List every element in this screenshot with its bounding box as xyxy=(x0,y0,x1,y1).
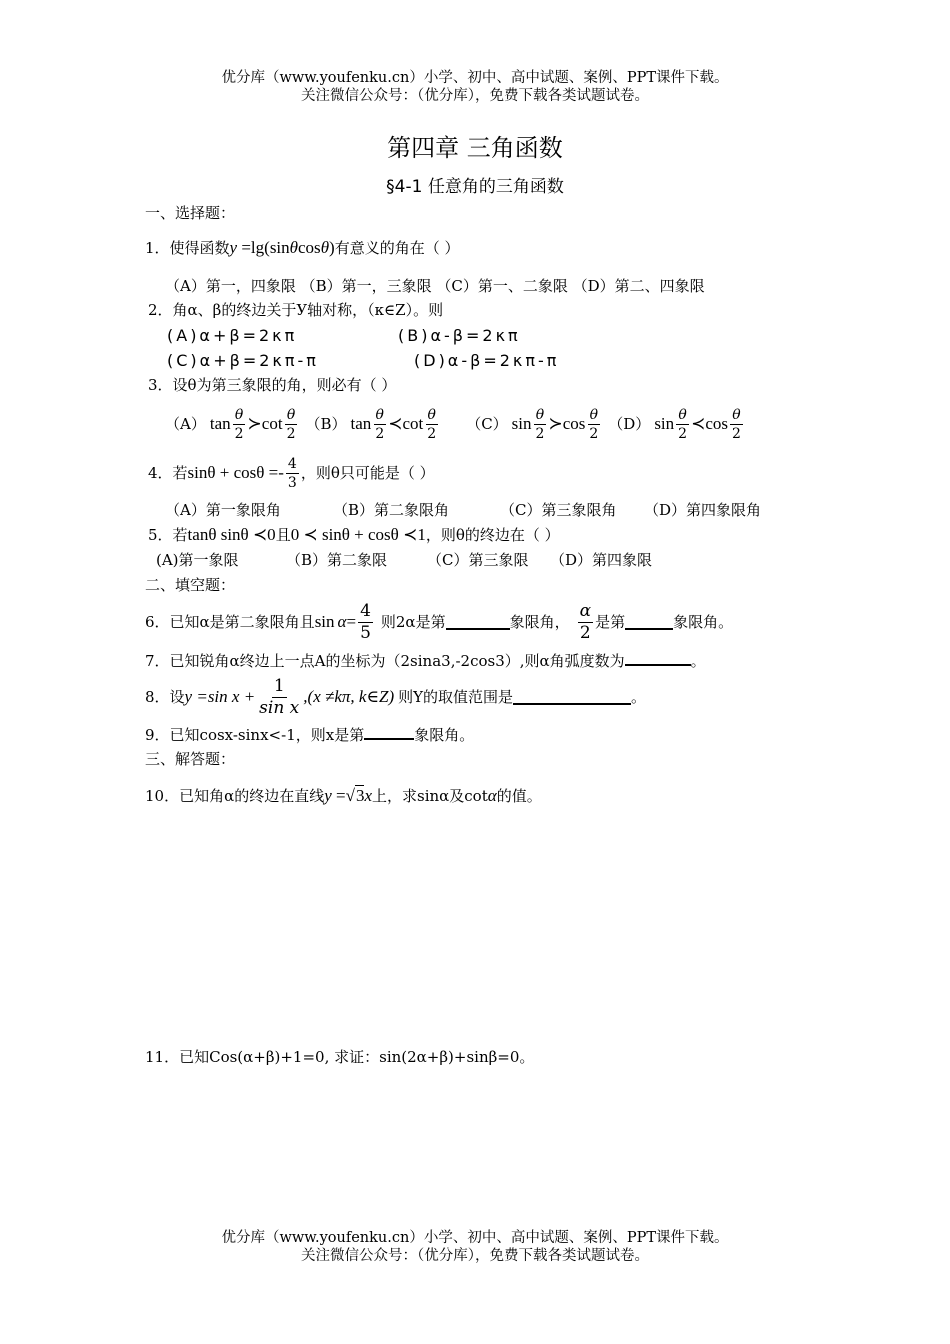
q6-eq: = xyxy=(346,612,357,631)
q4-option-c: （C）第三象限角 xyxy=(500,501,617,519)
question-2: 2．角α、β的终边关于У轴对称，（κ∈Z）。则 xyxy=(148,301,444,319)
q3-d-frac-1: $\frac{\theta}{2}$ xyxy=(678,406,688,442)
q3-a-frac-2: $\frac{\theta}{2}$ xyxy=(286,406,296,442)
q3-a-gt: ≻ xyxy=(247,414,262,433)
q1-y: y xyxy=(229,238,238,257)
q3-d-frac-2: $\frac{\theta}{2}$ xyxy=(732,406,741,442)
q5-option-d: （D）第四象限 xyxy=(550,551,653,569)
header-line-1: 优分库（www.youfenku.cn）小学、初中、高中试题、案例、PPT课件下载。 xyxy=(221,70,729,86)
q8-blank[interactable] xyxy=(513,689,631,705)
q9-blank[interactable] xyxy=(364,724,414,740)
q5-option-c: （C）第三象限 xyxy=(427,551,529,569)
q10-tail: 上，求sinα及cot xyxy=(372,787,488,805)
q3-d-cos: cos xyxy=(705,414,728,433)
q1-eq: =lg(sin xyxy=(237,238,290,257)
q3-b-lt: ≺ xyxy=(388,414,403,433)
q5-expr-1: tanθ sinθ ≺0 xyxy=(187,525,276,544)
question-6 xyxy=(145,598,733,646)
q3-c-cos: cos xyxy=(562,414,586,433)
q5-option-a: (A)第一象限 xyxy=(156,551,239,569)
q3-b-frac-1: $\frac{\theta}{2}$ xyxy=(375,406,385,442)
q1-options: （A）第一，四象限 （B）第一，三象限 （C）第一、二象限 （D）第二、四象限 xyxy=(165,277,705,295)
question-8 xyxy=(145,672,646,722)
question-7 xyxy=(145,650,706,671)
q1-cos: cos xyxy=(298,238,321,257)
q3-option-b-label: （B） xyxy=(305,415,347,433)
footer-line-2: 关注微信公众号：（优分库），免费下载各类试题试卷。 xyxy=(301,1248,649,1264)
q8-expr: y =sin x + xyxy=(184,687,256,706)
q2-option-d: (D)α-β=2κπ-π xyxy=(414,351,560,370)
section-solve-heading: 三、解答题： xyxy=(145,750,236,768)
q3-c-sin: sin xyxy=(511,414,532,433)
q10-alpha: α xyxy=(487,786,497,805)
q3-c-frac-1: $\frac{\theta}{2}$ xyxy=(535,406,545,442)
q10-pre: 10．已知角α的终边在直线 xyxy=(145,787,325,805)
page-title: 第四章 三角函数 xyxy=(387,134,563,162)
question-3: 3．设θ为第三象限的角，则必有（ ） xyxy=(148,376,397,394)
q6-mid-1: 则2α是第 xyxy=(380,613,446,631)
q3-option-d-label: （D） xyxy=(608,415,651,433)
q8-fraction: $\frac{1}{\text{sin x}}$ xyxy=(259,675,300,718)
q5-mid: 且 xyxy=(275,526,291,544)
q6-mid-3: 是第 xyxy=(595,613,626,631)
q3-a-tan: tan xyxy=(209,414,231,433)
q6-blank-1[interactable] xyxy=(446,614,510,630)
q7-tail: 。 xyxy=(690,652,706,670)
q9-pre: 9．已知cosx-sinx<-1，则x是第 xyxy=(145,726,365,744)
question-5 xyxy=(148,525,560,545)
q3-a-cot: cot xyxy=(261,414,283,433)
q6-sin: sin xyxy=(314,612,335,631)
q5-option-b: （B）第二象限 xyxy=(286,551,388,569)
q3-options xyxy=(165,400,745,448)
q3-option-c-label: （C） xyxy=(466,415,508,433)
footer-line-1: 优分库（www.youfenku.cn）小学、初中、高中试题、案例、PPT课件下载。 xyxy=(221,1230,729,1246)
q4-option-a: （A）第一象限角 xyxy=(165,501,281,519)
q4-option-b: （B）第二象限角 xyxy=(333,501,450,519)
q10-eq: = xyxy=(331,786,346,805)
q5-tail: ，则θ的终边在（ ） xyxy=(425,526,560,544)
q10-x: x xyxy=(364,786,372,805)
q7-blank[interactable] xyxy=(625,650,691,666)
question-1 xyxy=(145,238,460,258)
section-fill-heading: 二、填空题： xyxy=(145,576,236,594)
q3-b-frac-2: $\frac{\theta}{2}$ xyxy=(427,406,437,442)
question-4 xyxy=(148,450,435,496)
q3-b-cot: cot xyxy=(402,414,424,433)
q4-pre: 4．若 xyxy=(148,464,188,482)
q3-d-sin: sin xyxy=(654,414,675,433)
question-10 xyxy=(145,786,542,806)
q6-pre: 6．已知α是第二象限角且 xyxy=(145,613,315,631)
q4-tail: ，则θ只可能是（ ） xyxy=(300,464,435,482)
q9-tail: 象限角。 xyxy=(414,726,475,744)
q6-tail: 象限角。 xyxy=(673,613,734,631)
q3-a-frac-1: $\frac{\theta}{2}$ xyxy=(234,406,244,442)
q6-alpha-half: $\frac{\alpha}{2}$ xyxy=(579,600,592,643)
q4-option-d: （D）第四象限角 xyxy=(644,501,762,519)
question-9 xyxy=(145,724,474,745)
q10-radicand: 3 xyxy=(355,786,365,805)
q3-c-gt: ≻ xyxy=(548,414,563,433)
section-choice-heading: 一、选择题： xyxy=(145,204,236,222)
q8-condition: ,(x ≠kπ, k∈Z) xyxy=(303,687,395,706)
q8-mid: 则Y的取值范围是 xyxy=(398,688,514,706)
q2-option-b: (B)α-β=2κπ xyxy=(398,326,521,345)
q6-mid-2: 象限角， xyxy=(509,613,570,631)
q3-c-frac-2: $\frac{\theta}{2}$ xyxy=(589,406,599,442)
q4-fraction: $\frac{4}{3}$ xyxy=(287,455,297,491)
q10-sqrt-sign: √ xyxy=(345,786,355,805)
q6-fraction: $\frac{4}{5}$ xyxy=(360,600,371,643)
q3-option-a-label: （A） xyxy=(165,415,206,433)
question-11: 11．已知Cos(α+β)+1=0, 求证：sin(2α+β)+sinβ=0。 xyxy=(145,1048,535,1066)
q2-option-a: (A)α+β=2κπ xyxy=(167,326,298,345)
q4-expr: sinθ + cosθ =- xyxy=(187,463,284,482)
q1-close: ) xyxy=(329,238,335,257)
q3-b-tan: tan xyxy=(350,414,372,433)
section-subtitle: §4-1 任意角的三角函数 xyxy=(386,177,564,197)
q1-number: 1．使得函数 xyxy=(145,239,230,257)
q8-pre: 8．设 xyxy=(145,688,185,706)
q2-option-c: (C)α+β=2κπ-π xyxy=(167,351,319,370)
q7-text: 7．已知锐角α终边上一点A的坐标为（2sina3,-2cos3）,则α角弧度数为 xyxy=(145,652,625,670)
q5-pre: 5．若 xyxy=(148,526,188,544)
q3-d-lt: ≺ xyxy=(691,414,706,433)
q10-end: 的值。 xyxy=(496,787,542,805)
q6-blank-2[interactable] xyxy=(625,614,673,630)
header-line-2: 关注微信公众号：（优分库），免费下载各类试题试卷。 xyxy=(301,88,649,104)
q1-theta-1: θ xyxy=(289,238,299,257)
q1-tail: 有意义的角在（ ） xyxy=(334,239,460,257)
q10-y: y xyxy=(324,786,332,805)
q6-alpha: α xyxy=(337,612,347,631)
q1-theta-2: θ xyxy=(320,238,330,257)
q8-tail: 。 xyxy=(631,688,647,706)
q5-expr-2: 0 ≺ sinθ + cosθ ≺1 xyxy=(290,525,426,544)
